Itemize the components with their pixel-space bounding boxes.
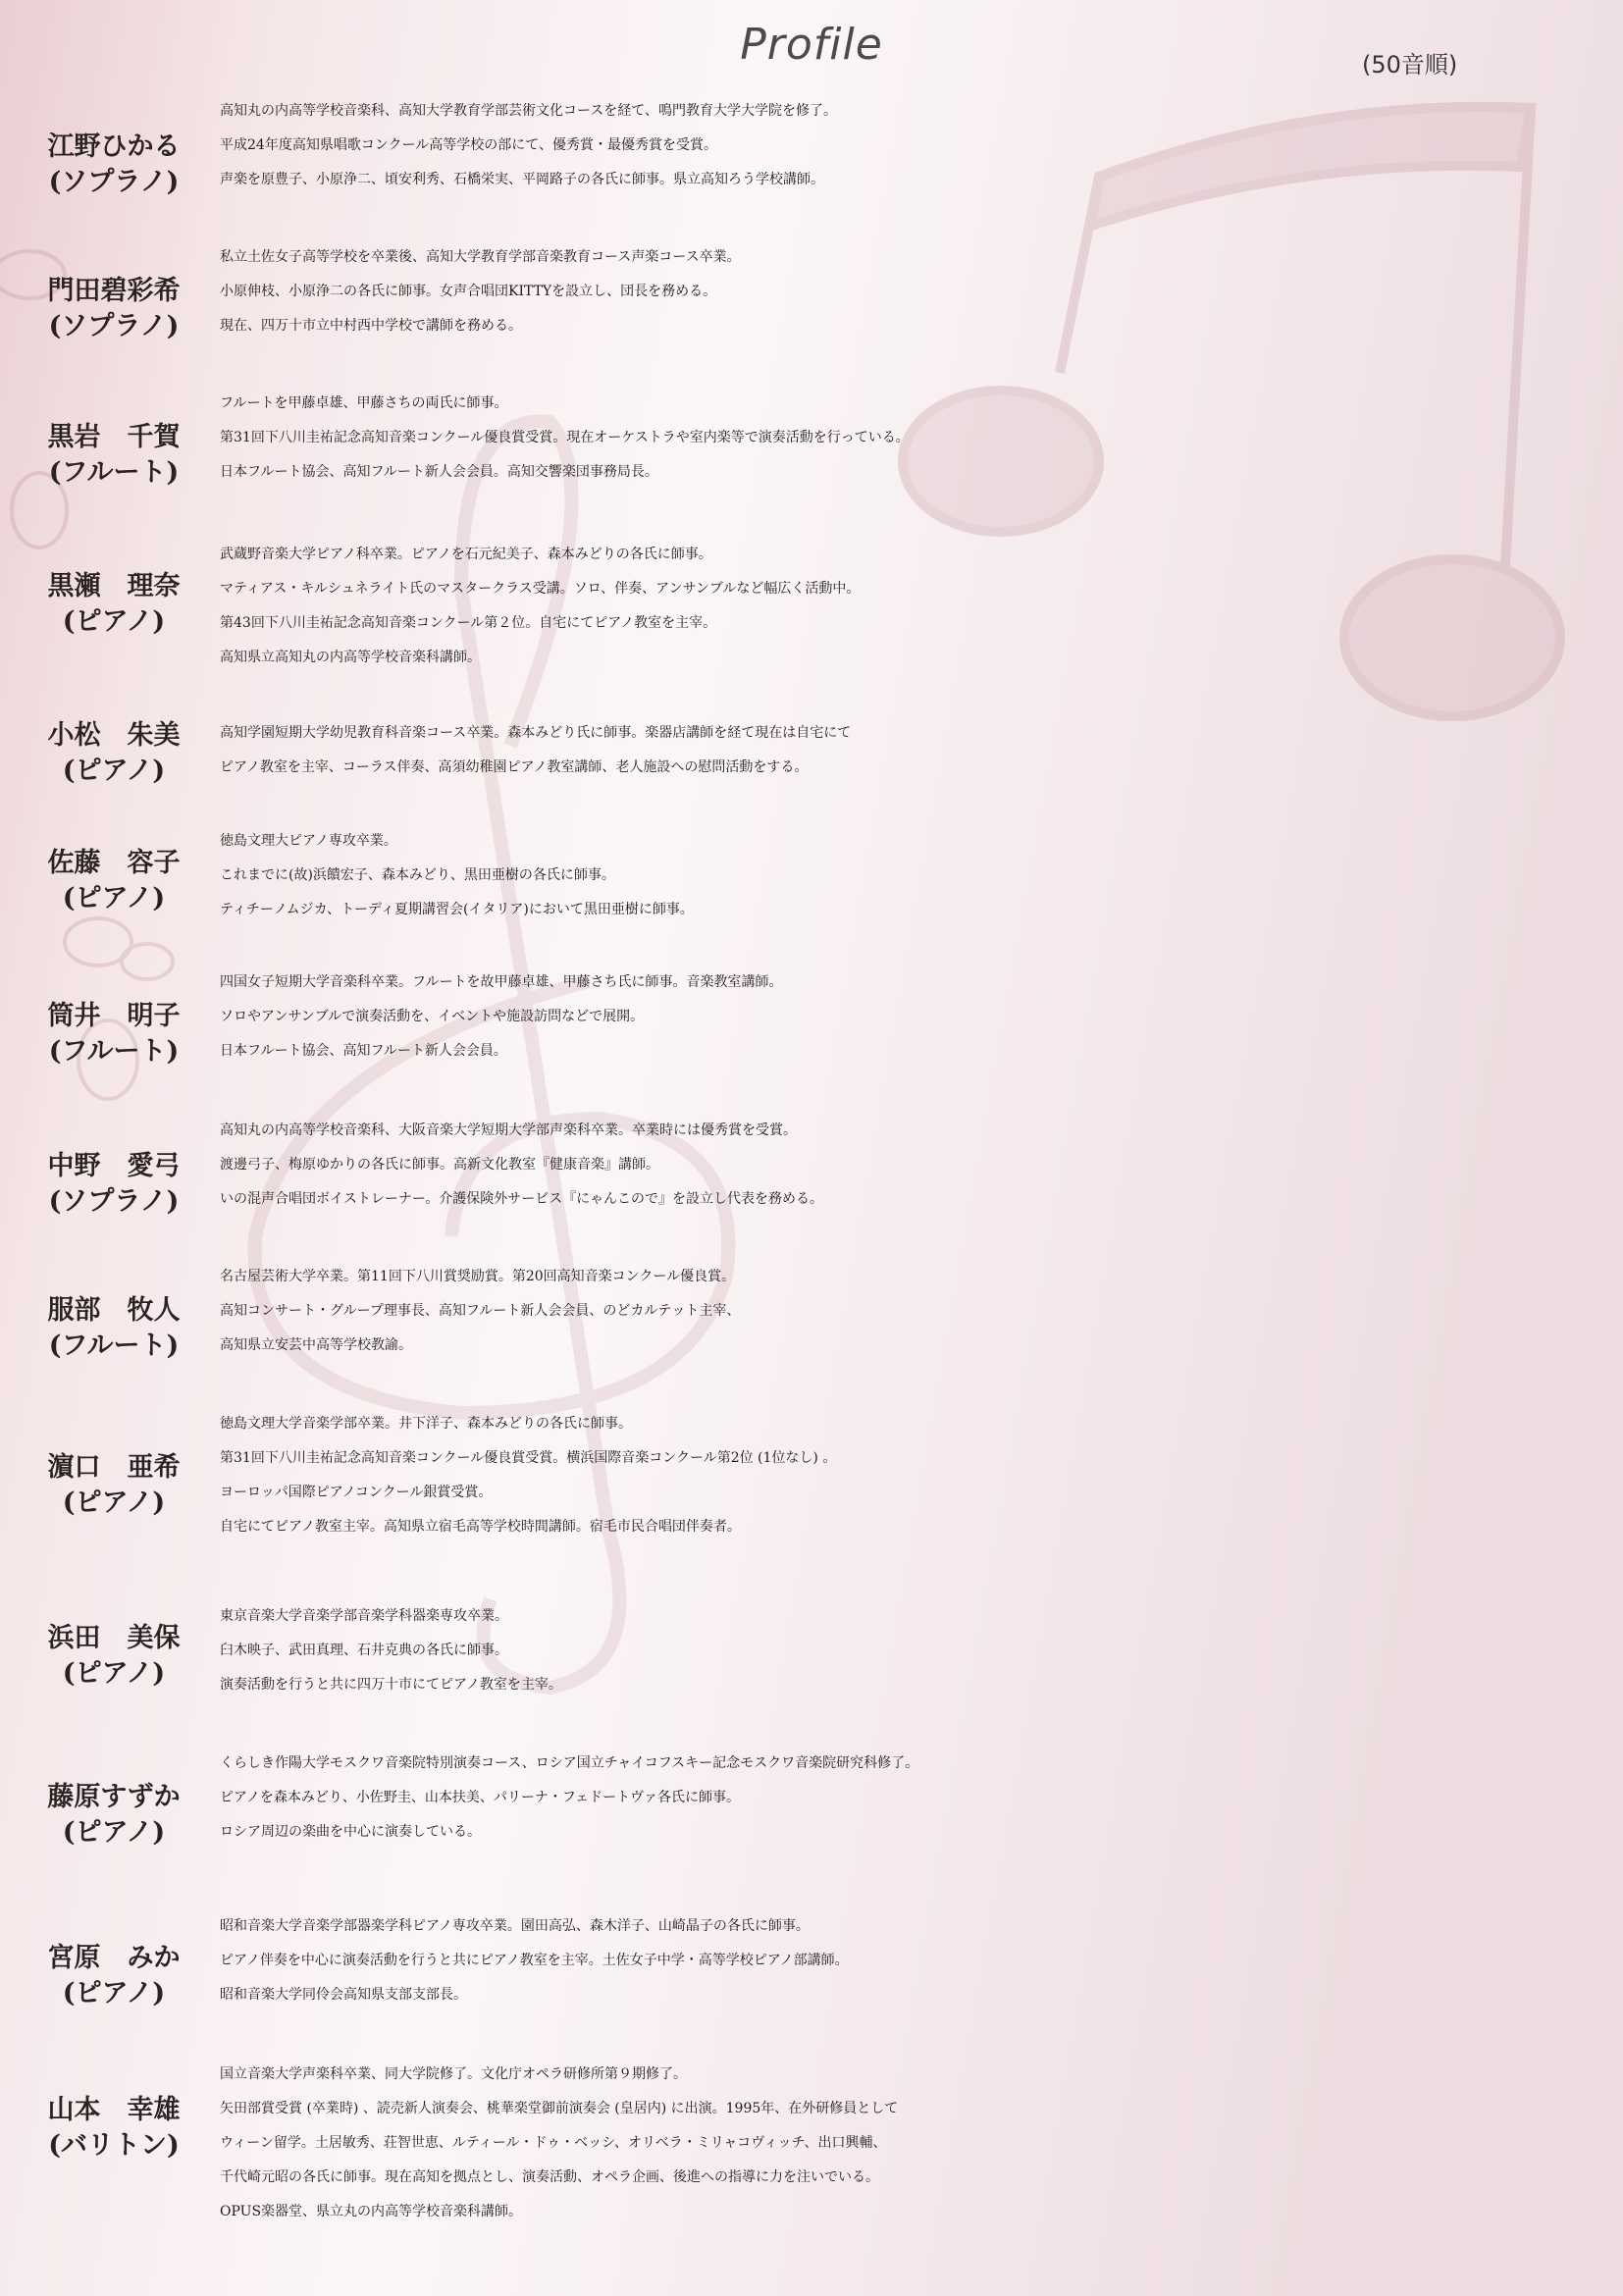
bio-line: 徳島文理大学音楽学部卒業。井下洋子、森本みどりの各氏に師事。 — [220, 1416, 632, 1432]
bio-line: 千代崎元昭の各氏に師事。現在高知を拠点とし、演奏活動、オペラ企画、後進への指導に力を注いでいる。 — [220, 2169, 879, 2185]
performer-role: (フルート) — [48, 1036, 180, 1067]
performer-name: 藤原すずか — [47, 1782, 181, 1812]
bio-line: これまでに(故)浜饋宏子、森本みどり、黒田亜樹の各氏に師事。 — [220, 867, 615, 883]
bio-line: 国立音楽大学声楽科卒業、同大学院修了。文化庁オペラ研修所第９期修了。 — [220, 2066, 687, 2082]
performer — [26, 130, 202, 200]
performer — [26, 846, 202, 916]
bio-line: 高知コンサート・グループ理事長、高知フルート新人会会員、のどカルテット主宰、 — [220, 1303, 741, 1319]
bio-line: 第31回下八川圭祐記念高知音楽コンクール優良賞受賞。現在オーケストラや室内楽等で演奏活動を行っている。 — [220, 430, 910, 445]
bio-line: 名古屋芸術大学卒業。第11回下八川賞奨励賞。第20回高知音楽コンクール優良賞。 — [220, 1269, 736, 1284]
biography — [220, 1599, 1613, 1702]
performer-name: 宮原 みか — [47, 1943, 181, 1973]
bio-line: 徳島文理大ピアノ専攻卒業。 — [220, 833, 397, 849]
performer-name: 江野ひかる — [47, 131, 181, 162]
biography — [220, 824, 1613, 927]
performer-role: (バリトン) — [48, 2130, 180, 2161]
bio-line: ティチーノムジカ、トーディ夏期講習会(イタリア)において黒田亜樹に師事。 — [220, 902, 694, 917]
bio-line: ウィーン留学。土居敏秀、荘智世恵、ルティール・ドゥ・ベッシ、オリベラ・ミリャコヴィッチ、出口興輔、 — [220, 2135, 887, 2151]
performer — [26, 999, 202, 1070]
bio-line: 矢田部賞受賞 (卒業時) 、読売新人演奏会、桃華楽堂御前演奏会 (皇居内) に出演。1995年、在外研修員として — [220, 2101, 899, 2116]
bio-line: 高知学園短期大学幼児教育科音楽コース卒業。森本みどり氏に師事。楽器店講師を経て現在は自宅にて — [220, 725, 852, 741]
bio-line: 私立土佐女子高等学校を卒業後、高知大学教育学部音楽教育コース声楽コース卒業。 — [220, 249, 741, 265]
bio-line: 臼木映子、武田真理、石井克典の各氏に師事。 — [220, 1643, 508, 1658]
performer-role: (ピアノ) — [62, 606, 166, 637]
bio-line: 自宅にてピアノ教室主宰。高知県立宿毛高等学校時間講師。宿毛市民合唱団伴奏者。 — [220, 1519, 741, 1535]
performer-name: 小松 朱美 — [47, 720, 181, 751]
performer-role: (ピアノ) — [62, 756, 166, 786]
bio-line: くらしき作陽大学モスクワ音楽院特別演奏コース、ロシア国立チャイコフスキー記念モスクワ音楽院研究科修了。 — [220, 1755, 919, 1771]
bio-line: 現在、四万十市立中村西中学校で講師を務める。 — [220, 318, 522, 334]
performer — [26, 2093, 202, 2164]
bio-line: ピアノ教室を主宰、コーラス伴奏、高須幼稚園ピアノ教室講師、老人施設への慰問活動をする。 — [220, 759, 809, 775]
bio-line: 第31回下八川圭祐記念高知音楽コンクール優良賞受賞。横浜国際音楽コンクール第2位 (1位なし) 。 — [220, 1450, 837, 1466]
biography — [220, 965, 1613, 1069]
bio-line: 武蔵野音楽大学ピアノ科卒業。ピアノを石元紀美子、森本みどりの各氏に師事。 — [220, 547, 712, 562]
performer-role: (ソプラノ) — [48, 311, 180, 341]
performer — [26, 569, 202, 640]
biography — [220, 1909, 1613, 2012]
bio-line: ソロやアンサンブルで演奏活動を、イベントや施設訪問などで展開。 — [220, 1009, 645, 1024]
performer — [26, 420, 202, 491]
performer-role: (ソプラノ) — [48, 1186, 180, 1217]
biography — [220, 94, 1613, 197]
bio-line: 高知丸の内高等学校音楽科、高知大学教育学部芸術文化コースを経て、鳴門教育大学大学院を修了。 — [220, 103, 838, 119]
bio-line: 昭和音楽大学同伶会高知県支部支部長。 — [220, 1987, 467, 2003]
performer-role: (ピアノ) — [62, 1978, 166, 2009]
performer — [26, 1149, 202, 1220]
performer-role: (ピアノ) — [62, 1658, 166, 1689]
bio-line: 日本フルート協会、高知フルート新人会会員。高知交響楽団事務局長。 — [220, 464, 658, 480]
performer-role: (ピアノ) — [62, 1817, 166, 1848]
biography — [220, 1114, 1613, 1217]
biography — [220, 716, 1613, 785]
bio-line: 小原伸枝、小原浄二の各氏に師事。女声合唱団KITTYを設立し、団長を務める。 — [220, 284, 717, 299]
bio-line: 高知県立高知丸の内高等学校音楽科講師。 — [220, 650, 481, 665]
bio-line: 平成24年度高知県唱歌コンクール高等学校の部にて、優秀賞・最優秀賞を受賞。 — [220, 137, 717, 153]
performer-name: 浜田 美保 — [47, 1623, 181, 1653]
bio-line: フルートを甲藤卓雄、甲藤さちの両氏に師事。 — [220, 395, 508, 411]
performer — [26, 1780, 202, 1851]
bio-line: 昭和音楽大学音楽学部器楽学科ピアノ専攻卒業。園田高弘、森木洋子、山崎晶子の各氏に師事。 — [220, 1918, 810, 1934]
bio-line: 渡邊弓子、梅原ゆかりの各氏に師事。高新文化教室『健康音楽』講師。 — [220, 1157, 659, 1173]
performer-role: (ソプラノ) — [48, 167, 180, 197]
biography — [220, 1747, 1613, 1850]
bio-line: ピアノを森本みどり、小佐野圭、山本扶美、パリーナ・フェドートヴァ各氏に師事。 — [220, 1790, 741, 1805]
biography — [220, 538, 1613, 675]
biography — [220, 387, 1613, 490]
biography — [220, 1407, 1613, 1544]
performer — [26, 1621, 202, 1692]
bio-line: 東京音楽大学音楽学部音楽学科器楽専攻卒業。 — [220, 1608, 508, 1624]
bio-line: 第43回下八川圭祐記念高知音楽コンクール第２位。自宅にてピアノ教室を主宰。 — [220, 615, 717, 631]
bio-line: ピアノ伴奏を中心に演奏活動を行うと共にピアノ教室を主宰。土佐女子中学・高等学校ピアノ部講師。 — [220, 1953, 849, 1968]
performer — [26, 1293, 202, 1364]
performer-name: 濵口 亜希 — [47, 1452, 181, 1483]
bio-line: ロシア周辺の楽曲を中心に演奏している。 — [220, 1824, 481, 1840]
order-note: (50音順) — [1362, 51, 1458, 78]
performer-name: 佐藤 容子 — [47, 848, 181, 878]
bio-line: 四国女子短期大学音楽科卒業。フルートを故甲藤卓雄、甲藤さち氏に師事。音楽教室講師。 — [220, 974, 783, 990]
performer — [26, 718, 202, 789]
performer-name: 山本 幸雄 — [47, 2095, 181, 2125]
performer — [26, 1941, 202, 2011]
performer-name: 門田碧彩希 — [47, 276, 181, 306]
performer-role: (フルート) — [48, 457, 180, 488]
performer-name: 筒井 明子 — [47, 1001, 181, 1031]
bio-line: 声楽を原豊子、小原浄二、頃安利秀、石橋栄実、平岡路子の各氏に師事。県立高知ろう学校講師。 — [220, 172, 824, 187]
performer-name: 服部 牧人 — [47, 1295, 181, 1326]
performer — [26, 1450, 202, 1521]
biography — [220, 240, 1613, 343]
performer — [26, 274, 202, 344]
performer-role: (ピアノ) — [62, 883, 166, 913]
biography — [220, 2058, 1613, 2229]
bio-line: 演奏活動を行うと共に四万十市にてピアノ教室を主宰。 — [220, 1677, 562, 1693]
page-title: Profile — [740, 20, 883, 70]
bio-line: 日本フルート協会、高知フルート新人会会員。 — [220, 1043, 507, 1059]
performer-name: 黒瀬 理奈 — [47, 571, 181, 601]
biography — [220, 1260, 1613, 1363]
bio-line: 高知県立安芸中高等学校教諭。 — [220, 1337, 412, 1353]
performer-role: (フルート) — [48, 1331, 180, 1361]
bio-line: ヨーロッパ国際ピアノコンクール銀賞受賞。 — [220, 1485, 493, 1500]
performer-role: (ピアノ) — [62, 1487, 166, 1518]
bio-line: OPUS楽器堂、県立丸の内高等学校音楽科講師。 — [220, 2204, 523, 2219]
performer-name: 黒岩 千賀 — [47, 422, 181, 452]
bio-line: マティアス・キルシュネライト氏のマスタークラス受講。ソロ、伴奏、アンサンブルなど幅広く活動中。 — [220, 581, 861, 597]
bio-line: いの混声合唱団ボイストレーナー。介護保険外サービス『にゃんこので』を設立し代表を務める。 — [220, 1191, 824, 1207]
performer-name: 中野 愛弓 — [47, 1151, 181, 1181]
bio-line: 高知丸の内高等学校音楽科、大阪音楽大学短期大学部声楽科卒業。卒業時には優秀賞を受賞。 — [220, 1122, 797, 1138]
